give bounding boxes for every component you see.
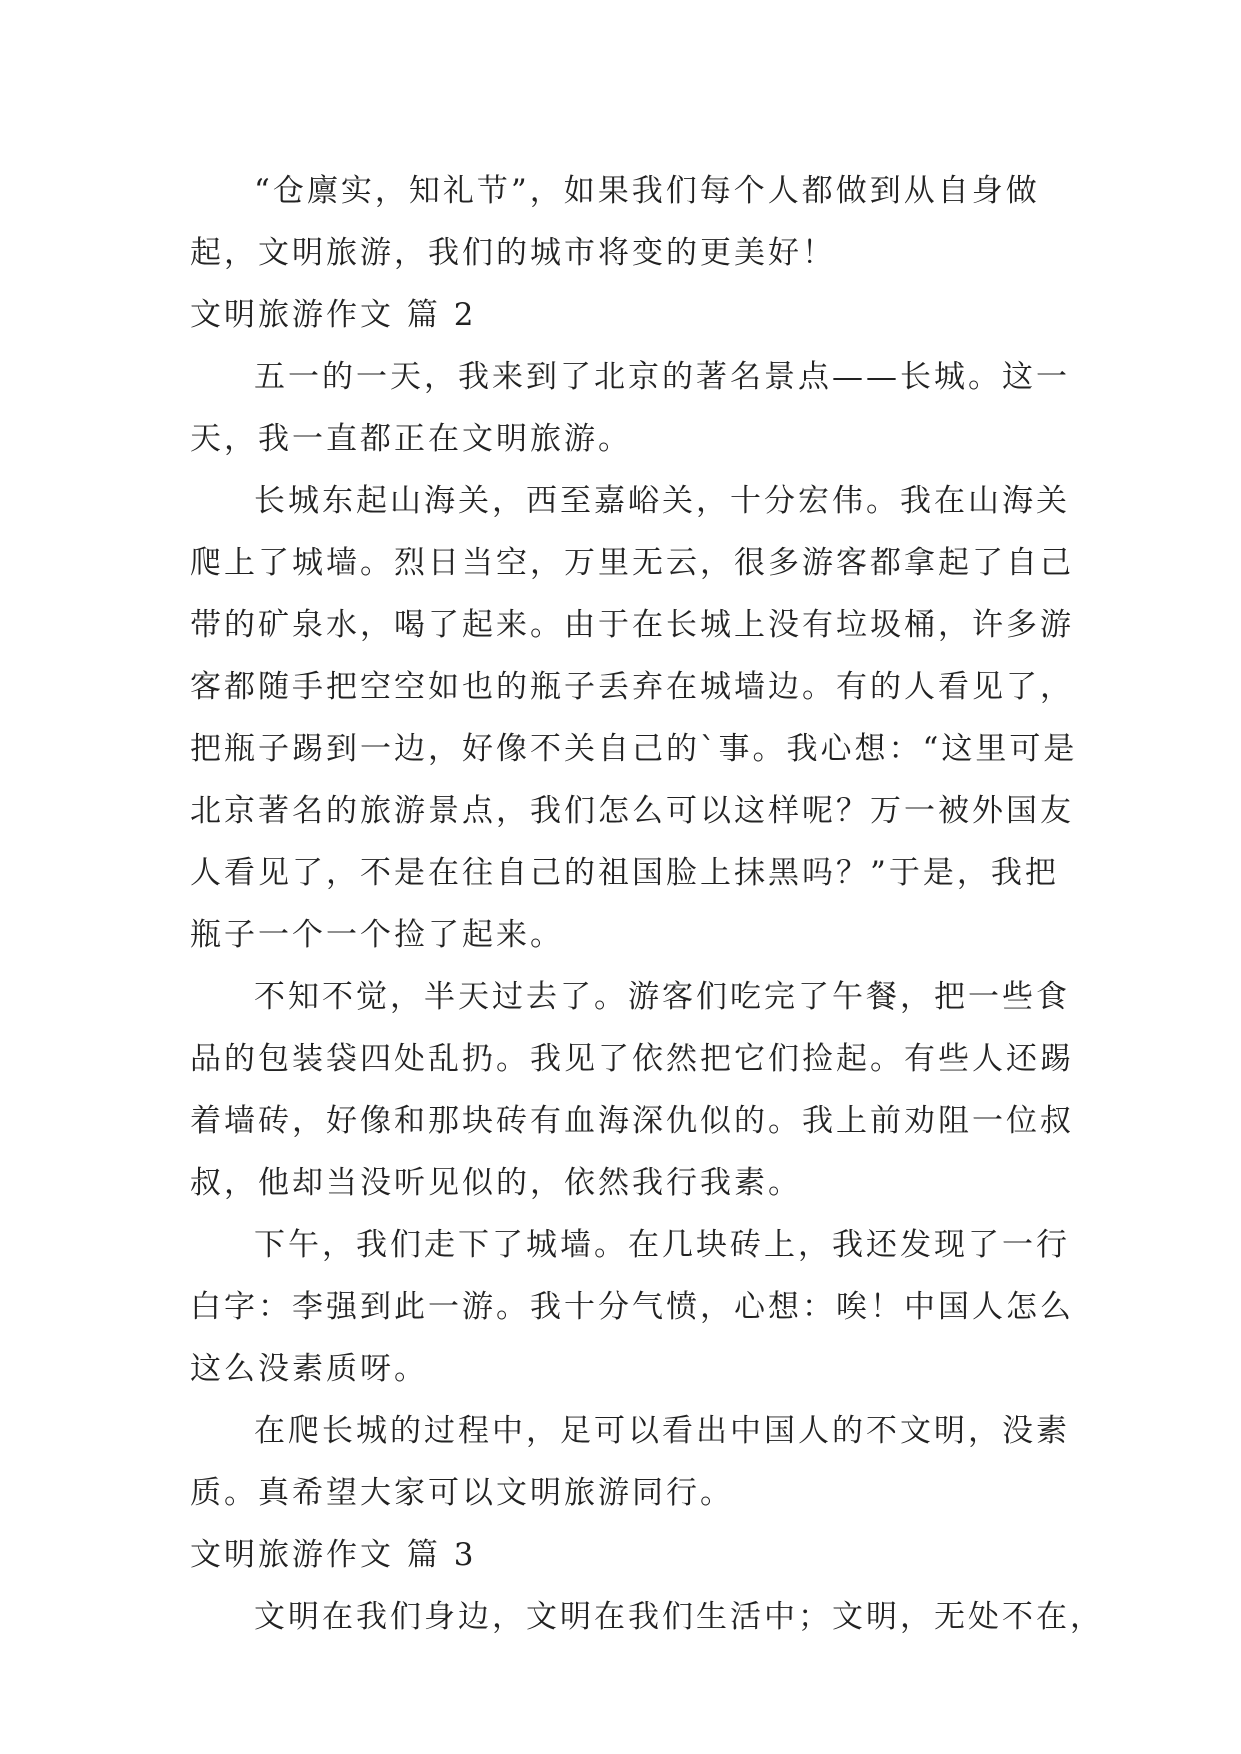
paragraph-line: 长城东起山海关，西至嘉峪关，十分宏伟。我在山海关 bbox=[254, 483, 1070, 519]
paragraph-line: 人看见了，不是在往自己的祖国脸上抹黑吗？”于是，我把 bbox=[190, 855, 1059, 891]
document-body bbox=[190, 160, 1104, 1648]
paragraph bbox=[190, 1586, 1104, 1648]
paragraph-line: 这么没素质呀。 bbox=[190, 1351, 428, 1387]
paragraph-line: 白字：李强到此一游。我十分气愤，心想：唉！中国人怎么 bbox=[190, 1289, 1074, 1325]
paragraph-line: 把瓶子踢到一边，好像不关自己的`事。我心想：“这里可是 bbox=[190, 731, 1078, 767]
paragraph-line: 不知不觉，半天过去了。游客们吃完了午餐，把一些食 bbox=[254, 979, 1070, 1015]
paragraph-line: 品的包装袋四处乱扔。我见了依然把它们捡起。有些人还踢 bbox=[190, 1041, 1074, 1077]
heading-text: 文明旅游作文 篇 3 bbox=[190, 1537, 477, 1573]
heading-text: 文明旅游作文 篇 2 bbox=[190, 297, 477, 333]
section-heading bbox=[190, 1524, 1070, 1586]
paragraph-line: 起，文明旅游，我们的城市将变的更美好！ bbox=[190, 235, 836, 271]
paragraph bbox=[190, 966, 1074, 1214]
paragraph-line: 下午，我们走下了城墙。在几块砖上，我还发现了一行 bbox=[254, 1227, 1070, 1263]
paragraph-line: 质。真希望大家可以文明旅游同行。 bbox=[190, 1475, 734, 1511]
paragraph bbox=[190, 160, 1070, 284]
section-heading bbox=[190, 284, 1070, 346]
paragraph-line: 在爬长城的过程中，足可以看出中国人的不文明，没素 bbox=[254, 1413, 1070, 1449]
paragraph-line: 着墙砖，好像和那块砖有血海深仇似的。我上前劝阻一位叔 bbox=[190, 1103, 1074, 1139]
paragraph-line: 带的矿泉水，喝了起来。由于在长城上没有垃圾桶，许多游 bbox=[190, 607, 1074, 643]
paragraph-line: 五一的一天，我来到了北京的著名景点——长城。这一 bbox=[254, 359, 1070, 395]
paragraph-line: 爬上了城墙。烈日当空，万里无云，很多游客都拿起了自己 bbox=[190, 545, 1074, 581]
paragraph bbox=[190, 346, 1070, 470]
paragraph-line: 北京著名的旅游景点，我们怎么可以这样呢？万一被外国友 bbox=[190, 793, 1074, 829]
paragraph-line: 文明在我们身边，文明在我们生活中；文明，无处不在， bbox=[254, 1599, 1104, 1635]
paragraph-line: “仓廪实，知礼节”，如果我们每个人都做到从自身做 bbox=[254, 173, 1040, 209]
paragraph bbox=[190, 1214, 1074, 1400]
paragraph bbox=[190, 1400, 1070, 1524]
paragraph bbox=[190, 470, 1078, 966]
paragraph-line: 叔，他却当没听见似的，依然我行我素。 bbox=[190, 1165, 802, 1201]
paragraph-line: 瓶子一个一个捡了起来。 bbox=[190, 917, 564, 953]
paragraph-line: 客都随手把空空如也的瓶子丢弃在城墙边。有的人看见了， bbox=[190, 669, 1074, 705]
paragraph-line: 天，我一直都正在文明旅游。 bbox=[190, 421, 632, 457]
